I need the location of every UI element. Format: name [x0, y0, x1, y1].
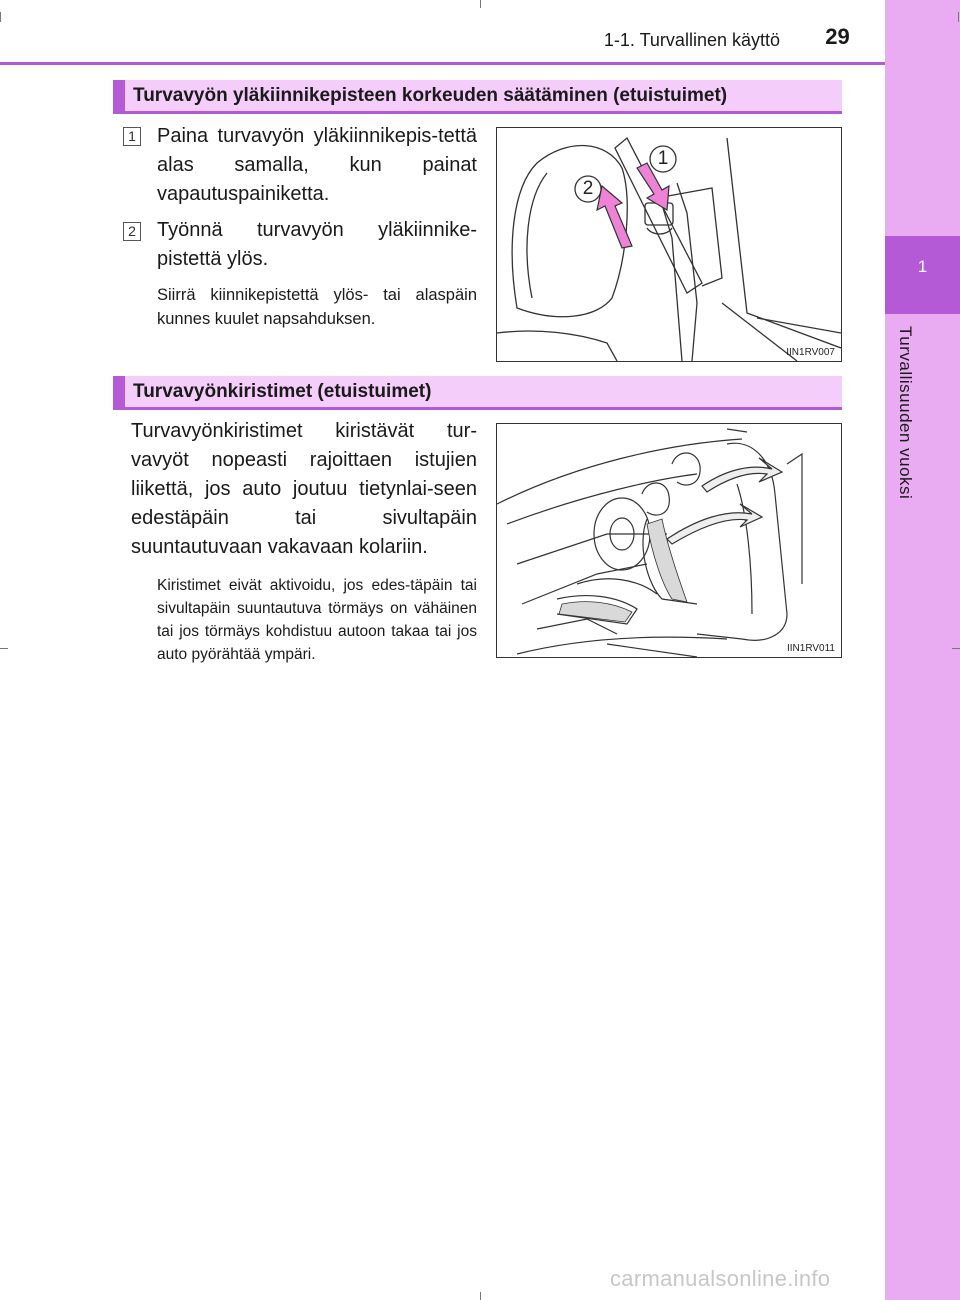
- chapter-number: 1: [917, 257, 928, 276]
- page-number: 29: [825, 24, 850, 49]
- crop-mark: [480, 1292, 481, 1300]
- pretensioner-note: Kiristimet eivät aktivoidu, jos edes-täpäin tai sivultapäin suuntautuva törmäys on vähäinen tai jos törmäys kohdistuu autoon takaa tai jos auto pyörähtää ympäri.: [157, 577, 477, 663]
- header-divider: [0, 62, 885, 65]
- callout-2: 2: [582, 178, 594, 199]
- crop-mark: [480, 0, 481, 8]
- crop-mark: [0, 12, 1, 22]
- step-badge-1: 1: [123, 127, 141, 146]
- pretensioner-paragraph: Turvavyönkiristimet kiristävät tur-vavyöt nopeasti rajoittaen istujien liikettä, jos auto joutuu tietynlai-seen edestäpäin tai sivultapäin suuntautuvaan vakavaan kolariin.: [131, 420, 477, 558]
- chapter-label: Turvallisuuden vuoksi: [896, 326, 915, 500]
- figure-pretensioners: [496, 423, 842, 658]
- watermark: carmanualsonline.info: [610, 1266, 831, 1291]
- section-heading-anchor-height: Turvavyön yläkiinnikepisteen korkeuden säätäminen (etuistuimet): [113, 80, 842, 114]
- crop-mark: [958, 12, 959, 22]
- figure-seatbelt-anchor: [496, 127, 842, 362]
- header-section-title: 1-1. Turvallinen käyttö: [603, 30, 780, 50]
- step-2-text: Työnnä turvavyön yläkiinnike-pistettä ylös.: [157, 219, 477, 270]
- crop-mark: [0, 648, 8, 649]
- pretensioner-illustration: [497, 424, 841, 657]
- step-badge-2: 2: [123, 222, 141, 241]
- step-note: Siirrä kiinnikepistettä ylös- tai alaspäin kunnes kuulet napsahduksen.: [157, 286, 477, 328]
- crop-mark: [952, 648, 960, 649]
- section-heading-pretensioners: Turvavyönkiristimet (etuistuimet): [113, 376, 842, 410]
- figure-code: IIN1RV007: [786, 347, 835, 358]
- figure-code: IIN1RV011: [787, 643, 835, 654]
- callout-1: 1: [657, 148, 669, 169]
- step-1-text: Paina turvavyön yläkiinnikepis-tettä alas samalla, kun painat vapautuspainiketta.: [157, 125, 477, 205]
- chapter-side-tab: [885, 0, 960, 1300]
